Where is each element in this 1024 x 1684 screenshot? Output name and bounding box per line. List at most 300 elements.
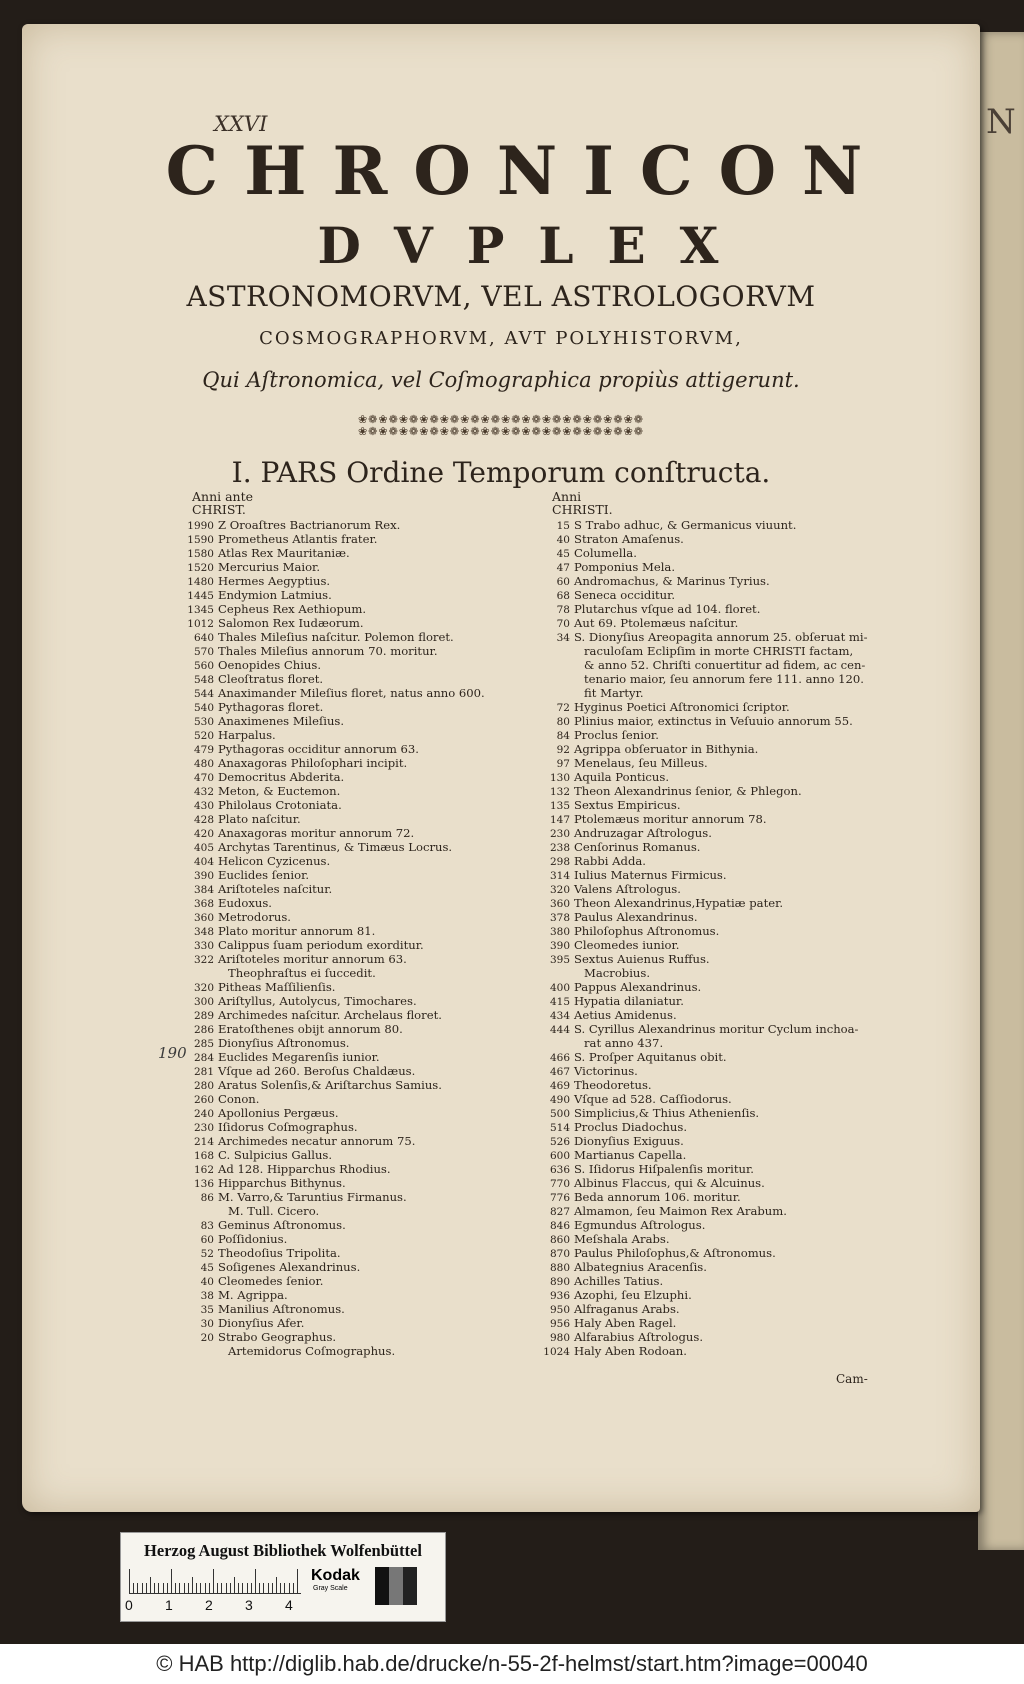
chronicle-entry <box>182 546 350 561</box>
entry-year: 348 <box>193 926 214 938</box>
ruler-number: 1 <box>165 1597 173 1613</box>
entry-text: Achilles Tatius. <box>574 1274 664 1288</box>
entry-year: 285 <box>193 1038 214 1050</box>
entry-text: rat anno 437. <box>584 1036 664 1050</box>
ruler-tick <box>167 1583 168 1593</box>
entry-text: Endymion Latmius. <box>218 588 332 602</box>
entry-text: S. Dionyſius Areopagita annorum 25. obſeruat mi- <box>574 630 868 644</box>
gray-patch <box>403 1567 417 1605</box>
entry-year: 40 <box>556 534 570 546</box>
entry-text: Ariſtoteles moritur annorum 63. <box>218 952 407 966</box>
chronicle-entry <box>182 1330 336 1345</box>
chronicle-entry <box>182 784 340 799</box>
chronicle-entry <box>538 994 684 1009</box>
chronicle-entry <box>538 1190 741 1205</box>
entry-text: Egmundus Aſtrologus. <box>574 1218 706 1232</box>
entry-text: Ariſtyllus, Autolycus, Timochares. <box>218 994 417 1008</box>
chronicle-entry <box>538 938 679 953</box>
chronicle-entry <box>182 532 377 547</box>
chronicle-entry <box>182 1232 287 1247</box>
entry-text: Archimedes naſcitur. Archelaus floret. <box>218 1008 442 1022</box>
entry-year: 936 <box>549 1290 570 1302</box>
chronicle-entry <box>182 1274 323 1289</box>
chronicle-entry <box>538 1148 686 1163</box>
entry-text: Ptolemæus moritur annorum 78. <box>574 812 767 826</box>
chronicle-entry <box>538 756 708 771</box>
entry-text: Aut 69. Ptolemæus naſcitur. <box>574 616 739 630</box>
ruler-number: 3 <box>245 1597 253 1613</box>
entry-year: 78 <box>556 604 570 616</box>
chronicle-entry <box>538 1288 692 1303</box>
chronicle-entry <box>182 1120 358 1135</box>
entry-text: Iulius Maternus Firmicus. <box>574 868 727 882</box>
chronicle-entry <box>182 896 272 911</box>
entry-text: Columella. <box>574 546 637 560</box>
chronicle-entry <box>182 1260 360 1275</box>
entry-text: Beda annorum 106. moritur. <box>574 1190 741 1204</box>
chronicle-entry <box>182 686 485 701</box>
entry-year: 162 <box>193 1164 214 1176</box>
chronicle-entry <box>182 938 424 953</box>
chronicle-entry <box>538 840 700 855</box>
entry-text: Hypatia dilaniatur. <box>574 994 684 1008</box>
ruler-tick <box>150 1577 151 1593</box>
entry-text: Prometheus Atlantis frater. <box>218 532 378 546</box>
entry-year: 86 <box>200 1192 214 1204</box>
chronicle-entry <box>182 1022 403 1037</box>
entry-text: Anaximenes Mileſius. <box>218 714 345 728</box>
chronicle-entry <box>182 588 332 603</box>
entry-text: fit Martyr. <box>584 686 644 700</box>
ruler-number: 0 <box>125 1597 133 1613</box>
right-heading-1: Anni <box>552 489 582 504</box>
chronicle-entry <box>538 1092 732 1107</box>
entry-text: Proclus ſenior. <box>574 728 659 742</box>
entry-text: Pythagoras occiditur annorum 63. <box>218 742 419 756</box>
chronicle-entry <box>538 854 646 869</box>
entry-text: Albategnius Aracenſis. <box>574 1260 707 1274</box>
entry-text: Anaxagoras moritur annorum 72. <box>218 826 415 840</box>
entry-text: C. Sulpicius Gallus. <box>218 1148 333 1162</box>
ruler-tick <box>188 1583 189 1593</box>
chronicle-entry <box>538 1176 765 1191</box>
entry-year: 384 <box>193 884 214 896</box>
ruler-tick <box>284 1583 285 1593</box>
chronicle-entry <box>182 1148 332 1163</box>
entry-text: Theon Alexandrinus,Hypatiæ pater. <box>574 896 784 910</box>
entry-text: Dionyſius Exiguus. <box>574 1134 684 1148</box>
ruler-tick <box>263 1583 264 1593</box>
ruler-tick <box>200 1583 201 1593</box>
entry-year: 60 <box>200 1234 214 1246</box>
entry-text: Euclides ſenior. <box>218 868 310 882</box>
subtitle-qui: Qui Aſtronomica, vel Coſmographica propiùs attigerunt. <box>202 368 800 392</box>
entry-year: 132 <box>549 786 570 798</box>
ruler-tick <box>137 1583 138 1593</box>
entry-text: Calippus ſuam periodum exorditur. <box>218 938 424 952</box>
entry-text: Hyginus Poetici Aſtronomici ſcriptor. <box>574 700 790 714</box>
entry-text: Ariſtoteles naſcitur. <box>218 882 333 896</box>
entry-year: 320 <box>193 982 214 994</box>
entry-year: 289 <box>193 1010 214 1022</box>
entry-year: 890 <box>549 1276 570 1288</box>
entry-text: Vſque ad 528. Caſſiodorus. <box>574 1092 732 1106</box>
ruler-tick <box>209 1583 210 1593</box>
ruler-tick <box>146 1583 147 1593</box>
entry-text: Theon Alexandrinus ſenior, & Phlegon. <box>574 784 802 798</box>
entry-year: 1012 <box>187 618 214 630</box>
entry-text: Andruzagar Aſtrologus. <box>574 826 712 840</box>
entry-text: Aquila Ponticus. <box>574 770 670 784</box>
entry-year: 444 <box>549 1024 570 1036</box>
entry-text: Harpalus. <box>218 728 276 742</box>
entry-text: Cenſorinus Romanus. <box>574 840 701 854</box>
entry-text: Haly Aben Rodoan. <box>574 1344 687 1358</box>
chronicle-entry <box>538 1316 676 1331</box>
entry-text: Azophi, ſeu Elzuphi. <box>574 1288 692 1302</box>
chronicle-entry <box>182 1134 415 1149</box>
entry-text: Plato naſcitur. <box>218 812 301 826</box>
chronicle-entry <box>538 728 659 743</box>
entry-year: 950 <box>549 1304 570 1316</box>
chronicle-entry <box>538 714 853 729</box>
entry-year: 35 <box>200 1304 214 1316</box>
ruler-number: 4 <box>285 1597 293 1613</box>
chronicle-entry <box>538 602 760 617</box>
entry-year: 320 <box>549 884 570 896</box>
chronicle-entry <box>182 602 366 617</box>
chronicle-entry <box>538 882 681 897</box>
chronicle-entry <box>182 1078 442 1093</box>
entry-year: 1445 <box>187 590 214 602</box>
entry-year: 314 <box>549 870 570 882</box>
entry-text: Seneca occiditur. <box>574 588 676 602</box>
chronicle-entry <box>182 924 375 939</box>
entry-year: 500 <box>549 1108 570 1120</box>
entry-year: 20 <box>200 1332 214 1344</box>
entry-year: 430 <box>193 800 214 812</box>
entry-text: Strabo Geographus. <box>218 1330 337 1344</box>
left-heading-2: CHRIST. <box>192 502 246 517</box>
entry-year: 360 <box>193 912 214 924</box>
chronicle-entry <box>538 1246 776 1261</box>
ruler-tick <box>293 1583 294 1593</box>
entry-text: Soſigenes Alexandrinus. <box>218 1260 361 1274</box>
entry-year: 284 <box>193 1052 214 1064</box>
chronicle-entry <box>538 980 701 995</box>
chronicle-entry <box>538 700 790 715</box>
entry-text: Geminus Aſtronomus. <box>218 1218 346 1232</box>
chronicle-entry <box>538 770 669 785</box>
chronicle-entry <box>538 1162 754 1177</box>
entry-text: Sextus Auienus Ruffus. <box>574 952 710 966</box>
chronicle-entry <box>538 574 770 589</box>
chronicle-entry <box>182 910 291 925</box>
entry-text: Pomponius Mela. <box>574 560 676 574</box>
ruler-tick <box>255 1569 256 1593</box>
entry-text: Philoſophus Aſtronomus. <box>574 924 720 938</box>
entry-year: 1580 <box>187 548 214 560</box>
entry-year: 520 <box>193 730 214 742</box>
chronicle-entry <box>182 1246 341 1261</box>
entry-year: 1520 <box>187 562 214 574</box>
ruler-tick <box>238 1583 239 1593</box>
entry-text: Macrobius. <box>584 966 651 980</box>
entry-text: Dionyſius Aſtronomus. <box>218 1036 350 1050</box>
chronicle-entry <box>538 784 802 799</box>
subtitle-astronomorum: ASTRONOMORVM, VEL ASTROLOGORVM <box>186 280 816 313</box>
entry-year: 490 <box>549 1094 570 1106</box>
catchword: Cam- <box>836 1372 868 1386</box>
entry-text: Straton Amaſenus. <box>574 532 684 546</box>
entry-year: 405 <box>193 842 214 854</box>
entry-year: 514 <box>549 1122 570 1134</box>
entry-text: Pythagoras floret. <box>218 700 324 714</box>
chronicle-entry <box>182 826 414 841</box>
chronicle-entry <box>538 630 868 645</box>
entry-text: raculoſam Eclipſim in morte CHRISTI factam, <box>584 644 854 658</box>
ruler-tick <box>259 1583 260 1593</box>
entry-year: 540 <box>193 702 214 714</box>
chronicle-entry <box>182 798 342 813</box>
entry-text: Dionyſius Afer. <box>218 1316 305 1330</box>
chronicle-entry <box>538 1064 638 1079</box>
entry-text: Cepheus Rex Aethiopum. <box>218 602 367 616</box>
ruler-tick <box>226 1583 227 1593</box>
chronicle-entry <box>182 994 417 1009</box>
ornament-row: ❀❁❀❁❀❁❀❁❀❁❀❁❀❁❀❁❀❁❀❁❀❁❀❁❀❁❀❁ <box>357 413 645 426</box>
entry-year: 466 <box>549 1052 570 1064</box>
ruler-tick <box>192 1577 193 1593</box>
ornament-row: ❀❁❀❁❀❁❀❁❀❁❀❁❀❁❀❁❀❁❀❁❀❁❀❁❀❁❀❁ <box>357 425 645 438</box>
entry-year: 300 <box>193 996 214 1008</box>
entry-year: 240 <box>193 1108 214 1120</box>
ruler-tick <box>280 1583 281 1593</box>
entry-year: 30 <box>200 1318 214 1330</box>
chronicle-entry <box>182 658 321 673</box>
entry-year: 38 <box>200 1290 214 1302</box>
chronicle-entry <box>182 868 309 883</box>
entry-text: Meton, & Euctemon. <box>218 784 341 798</box>
entry-text: Archimedes necatur annorum 75. <box>218 1134 416 1148</box>
ruler-tick <box>230 1583 231 1593</box>
chronicle-entry <box>538 1232 670 1247</box>
chronicle-entry <box>538 1302 680 1317</box>
ruler-tick <box>175 1583 176 1593</box>
entry-year: 136 <box>193 1178 214 1190</box>
entry-text: Anaxagoras Philoſophari incipit. <box>218 756 408 770</box>
chronicle-entry <box>538 826 712 841</box>
entry-text: Agrippa obſeruator in Bithynia. <box>574 742 759 756</box>
entry-year: 68 <box>556 590 570 602</box>
chronicle-entry <box>182 1050 380 1065</box>
chronicle-entry <box>538 672 864 686</box>
entry-text: Martianus Capella. <box>574 1148 687 1162</box>
title-duplex: DVPLEX <box>317 216 753 275</box>
entry-text: Democritus Abderita. <box>218 770 345 784</box>
chronicle-entry <box>538 1330 703 1345</box>
entry-year: 298 <box>549 856 570 868</box>
entry-year: 548 <box>193 674 214 686</box>
chronicle-entry <box>538 1274 663 1289</box>
entry-text: Haly Aben Ragel. <box>574 1316 677 1330</box>
entry-year: 80 <box>556 716 570 728</box>
entry-year: 470 <box>193 772 214 784</box>
gray-patch <box>375 1567 389 1605</box>
entry-year: 230 <box>193 1122 214 1134</box>
entry-text: Meſshala Arabs. <box>574 1232 670 1246</box>
entry-year: 214 <box>193 1136 214 1148</box>
entry-text: Ad 128. Hipparchus Rhodius. <box>218 1162 391 1176</box>
entry-year: 84 <box>556 730 570 742</box>
entry-text: Apollonius Pergæus. <box>218 1106 339 1120</box>
entry-year: 570 <box>193 646 214 658</box>
chronicle-entry <box>538 560 675 575</box>
entry-text: Sextus Empiricus. <box>574 798 681 812</box>
entry-year: 956 <box>549 1318 570 1330</box>
entry-year: 640 <box>193 632 214 644</box>
chronicle-entry <box>182 952 407 967</box>
chronicle-entry <box>538 1106 759 1121</box>
entry-text: Thales Mileſius naſcitur. Polemon floret. <box>218 630 454 644</box>
entry-year: 286 <box>193 1024 214 1036</box>
chronicle-entry <box>182 1036 350 1051</box>
chronicle-entry <box>538 1078 652 1093</box>
ruler-tick <box>184 1583 185 1593</box>
entry-year: 280 <box>193 1080 214 1092</box>
entry-text: Proclus Diadochus. <box>574 1120 688 1134</box>
gray-patch <box>389 1567 403 1605</box>
entry-year: 368 <box>193 898 214 910</box>
chronicle-entry <box>538 966 650 980</box>
chronicle-entry <box>182 616 364 631</box>
chronicle-entry <box>182 1162 391 1177</box>
entry-text: Thales Mileſius annorum 70. moritur. <box>218 644 438 658</box>
ruler-tick <box>268 1583 269 1593</box>
chronicle-entry <box>538 924 719 939</box>
entry-year: 322 <box>193 954 214 966</box>
margin-note: 190 <box>158 1044 187 1062</box>
gray-scale-label: Gray Scale <box>313 1585 348 1592</box>
entry-year: 380 <box>549 926 570 938</box>
entry-text: Euclides Megarenſis iunior. <box>218 1050 380 1064</box>
ornament-band <box>22 414 980 438</box>
chronicle-entry <box>538 868 727 883</box>
entry-year: 390 <box>193 870 214 882</box>
entry-text: Menelaus, ſeu Milleus. <box>574 756 708 770</box>
chronicle-entry <box>182 1302 345 1317</box>
entry-year: 168 <box>193 1150 214 1162</box>
chronicle-entry <box>182 1008 442 1023</box>
ruler-tick <box>251 1583 252 1593</box>
entry-year: 147 <box>549 814 570 826</box>
chronicle-entry <box>538 1036 663 1050</box>
book-page <box>22 24 980 1512</box>
entry-text: Alfarabius Aſtrologus. <box>574 1330 704 1344</box>
chronicle-entry <box>182 1092 259 1107</box>
chronicle-entry <box>538 798 681 813</box>
ruler-tick <box>213 1569 214 1593</box>
entry-text: Oenopides Chius. <box>218 658 322 672</box>
entry-text: & anno 52. Chriſti conuertitur ad fidem, ac cen- <box>584 658 866 672</box>
chronicle-entry <box>182 980 336 995</box>
chronicle-entry <box>182 700 323 715</box>
ruler-tick <box>247 1583 248 1593</box>
chronicle-entry <box>538 1344 687 1359</box>
ruler-tick <box>297 1569 298 1593</box>
entry-text: M. Agrippa. <box>218 1288 288 1302</box>
entry-text: Poſſidonius. <box>218 1232 288 1246</box>
entry-year: 45 <box>556 548 570 560</box>
entry-year: 72 <box>556 702 570 714</box>
chronicle-entry <box>182 574 330 589</box>
entry-year: 526 <box>549 1136 570 1148</box>
entry-year: 1590 <box>187 534 214 546</box>
entry-text: Pappus Alexandrinus. <box>574 980 702 994</box>
folio-number: XXVI <box>214 112 268 136</box>
left-heading-1: Anni ante <box>192 489 254 504</box>
entry-year: 469 <box>549 1080 570 1092</box>
entry-year: 870 <box>549 1248 570 1260</box>
library-name: Herzog August Bibliothek Wolfenbüttel <box>144 1541 422 1560</box>
entry-text: Metrodorus. <box>218 910 291 924</box>
chronicle-entry <box>182 966 376 980</box>
entry-text: Salomon Rex Iudæorum. <box>218 616 364 630</box>
entry-text: Cleomedes iunior. <box>574 938 680 952</box>
chronicle-entry <box>538 518 796 533</box>
entry-year: 34 <box>556 632 570 644</box>
entry-text: Simplicius,& Thius Athenienſis. <box>574 1106 760 1120</box>
title-chronicon: CHRONICON <box>165 132 889 210</box>
right-heading-2: CHRISTI. <box>552 502 613 517</box>
entry-text: Andromachus, & Marinus Tyrius. <box>574 574 770 588</box>
entry-text: Anaximander Mileſius floret, natus anno 600. <box>218 686 485 700</box>
chronicle-entry <box>182 1316 304 1331</box>
chronicle-entry <box>182 756 407 771</box>
entry-text: S. Cyrillus Alexandrinus moritur Cyclum inchoa- <box>574 1022 859 1036</box>
chronicle-entry <box>538 1120 687 1135</box>
entry-text: Vſque ad 260. Beroſus Chaldæus. <box>218 1064 416 1078</box>
copyright-footer: © HAB http://diglib.hab.de/drucke/n-55-2f-helmst/start.htm?image=00040 <box>0 1644 1024 1684</box>
entry-text: Alfraganus Arabs. <box>574 1302 680 1316</box>
entry-text: Helicon Cyzicenus. <box>218 854 331 868</box>
entry-text: Artemidorus Coſmographus. <box>228 1344 396 1358</box>
ruler-tick <box>242 1583 243 1593</box>
entry-year: 1480 <box>187 576 214 588</box>
entry-year: 530 <box>193 716 214 728</box>
chronicle-entry <box>538 616 738 631</box>
entry-year: 360 <box>549 898 570 910</box>
ruler-tick <box>205 1583 206 1593</box>
entry-text: Atlas Rex Mauritaniæ. <box>218 546 350 560</box>
chronicle-entry <box>182 1190 407 1205</box>
chronicle-entry <box>538 1134 684 1149</box>
entry-text: Hipparchus Bithynus. <box>218 1176 346 1190</box>
entry-year: 434 <box>549 1010 570 1022</box>
entry-text: Z Oroaſtres Bactrianorum Rex. <box>218 518 401 532</box>
chronicle-entry <box>538 1008 677 1023</box>
entry-text: Cleomedes ſenior. <box>218 1274 324 1288</box>
ruler-tick <box>158 1583 159 1593</box>
entry-year: 467 <box>549 1066 570 1078</box>
entry-text: Mercurius Maior. <box>218 560 321 574</box>
chronicle-entry <box>538 532 684 547</box>
section-title: I. PARS Ordine Temporum conſtructa. <box>231 456 771 489</box>
entry-year: 15 <box>556 520 570 532</box>
chronicle-entry <box>538 546 637 561</box>
entry-year: 776 <box>549 1192 570 1204</box>
ruler-number: 2 <box>205 1597 213 1613</box>
